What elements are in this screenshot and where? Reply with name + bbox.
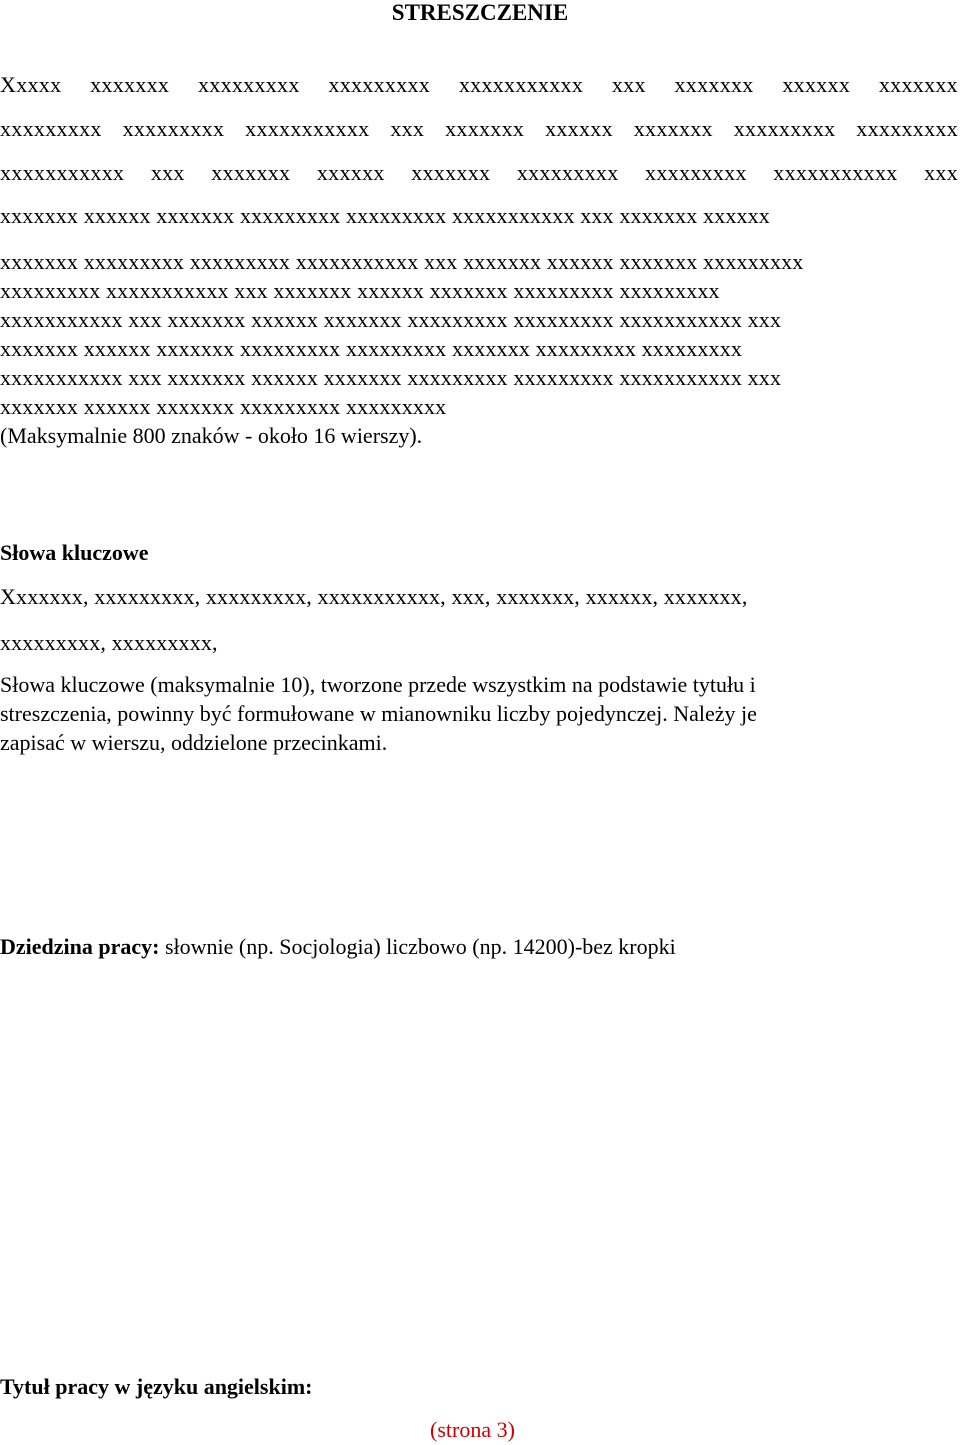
field-of-work-label: Dziedzina pracy: (0, 934, 160, 959)
abstract-line: xxxxxxxxx xxxxxxxxxxx xxx xxxxxxx xxxxxx xxxxxxx xxxxxxxxx xxxxxxxxx (0, 278, 720, 303)
abstract-line: xxxxxxx xxxxxx xxxxxxx xxxxxxxxx xxxxxxxxx (0, 394, 447, 419)
abstract-length-note: (Maksymalnie 800 znaków - około 16 wierszy). (0, 423, 423, 448)
abstract-line: xxxxxxxxxxx xxx xxxxxxx xxxxxx xxxxxxx xxxxxxxxx xxxxxxxxx xxxxxxxxxxx xxx (0, 307, 782, 332)
keywords-instructions-line: Słowa kluczowe (maksymalnie 10), tworzone przede wszystkim na podstawie tytułu i (0, 672, 756, 697)
abstract-line: xxxxxxxxxxx xxx xxxxxxx xxxxxx xxxxxxx xxxxxxxxx xxxxxxxxx xxxxxxxxxxx xxx (0, 365, 782, 390)
abstract-line: xxxxxxx xxxxxxxxx xxxxxxxxx xxxxxxxxxxx xxx xxxxxxx xxxxxx xxxxxxx xxxxxxxxx (0, 249, 804, 274)
page-title: STRESZCZENIE (391, 0, 569, 25)
abstract-line: xxxxxxx xxxxxx xxxxxxx xxxxxxxxx xxxxxxxxx xxxxxxxxxxx xxx xxxxxxx xxxxxx (0, 203, 770, 228)
english-title-label: Tytuł pracy w języku angielskim: (0, 1374, 313, 1399)
field-of-work-value: słownie (np. Socjologia) liczbowo (np. 14200)-bez kropki (159, 934, 676, 959)
page-number: (strona 3) (430, 1417, 515, 1442)
keywords-instructions-line: streszczenia, powinny być formułowane w mianowniku liczby pojedynczej. Należy je (0, 701, 757, 726)
keywords-heading: Słowa kluczowe (0, 540, 149, 565)
keywords-line: Xxxxxxx, xxxxxxxxx, xxxxxxxxx, xxxxxxxxxxx, xxx, xxxxxxx, xxxxxx, xxxxxxx, (0, 584, 748, 609)
abstract-line: xxxxxxxxx xxxxxxxxx xxxxxxxxxxx xxx xxxxxxx xxxxxx xxxxxxx xxxxxxxxx xxxxxxxxx (0, 116, 958, 141)
keywords-line: xxxxxxxxx, xxxxxxxxx, (0, 630, 218, 655)
keywords-instructions-line: zapisać w wierszu, oddzielone przecinkami. (0, 730, 388, 755)
field-of-work (0, 934, 676, 960)
abstract-line: xxxxxxx xxxxxx xxxxxxx xxxxxxxxx xxxxxxxxx xxxxxxx xxxxxxxxx xxxxxxxxx (0, 336, 742, 361)
abstract-line: xxxxxxxxxxx xxx xxxxxxx xxxxxx xxxxxxx xxxxxxxxx xxxxxxxxx xxxxxxxxxxx xxx (0, 160, 958, 185)
abstract-line: Xxxxx xxxxxxx xxxxxxxxx xxxxxxxxx xxxxxxxxxxx xxx xxxxxxx xxxxxx xxxxxxx (0, 72, 958, 97)
